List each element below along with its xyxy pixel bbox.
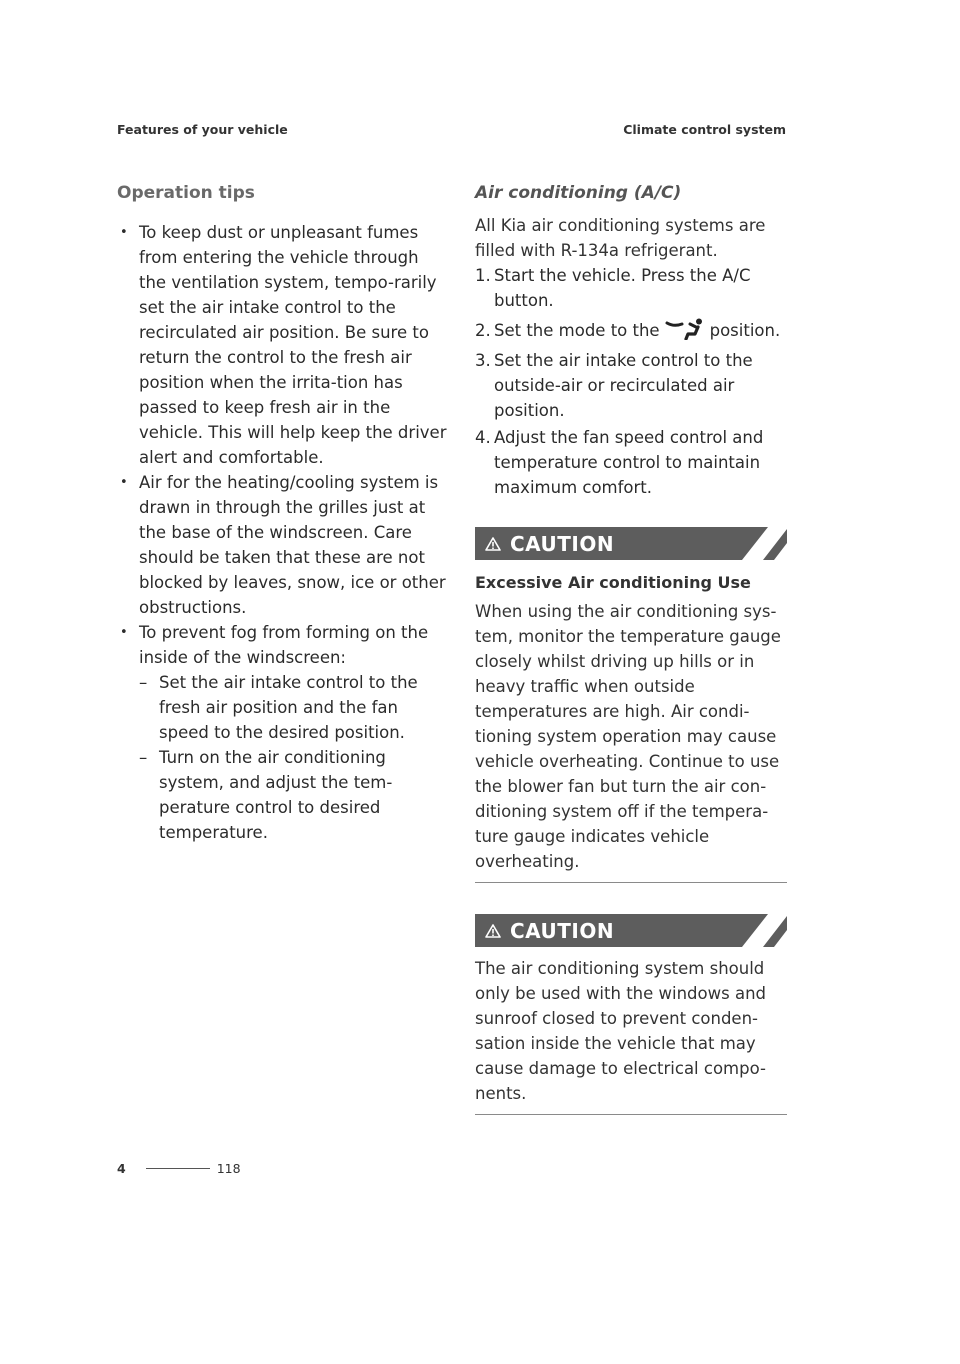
operation-tips-heading: Operation tips [117,183,255,203]
air-conditioning-heading: Air conditioning (A/C) [475,183,682,203]
floor-mode-icon [664,318,706,340]
bullet-text: Air for the heating/cooling system is drawn in through the grilles just at the base of the windscreen. Care should be taken that these are not blocked by leaves, snow, ice or other obstructions. [139,473,446,617]
caution-divider [475,1114,787,1115]
list-item [139,745,447,845]
bullet-text: To keep dust or unpleasant fumes from entering the vehicle through the ventilation system, tempo-rarily set the air intake control to the recirculated air position. Be sure to return the control to the fresh air position when the irrita-tion has passed to keep fresh air in the vehicle. This will help keep the driver alert and comfortable. [139,223,447,467]
caution-divider [475,882,787,883]
caution-text: When using the air conditioning sys-tem, monitor the temperature gauge closely whilst driving up hills or in heavy traffic when outside temperatures are high. Air condi-tioning system operation may cause vehicle overheating. Continue to use the blower fan but turn the air con-ditioning system off if the tempera-ture gauge indicates vehicle overheating. [475,602,781,871]
banner-slash-decoration [742,914,787,947]
operation-tips-list [117,220,447,845]
caution-text: The air conditioning system should only be used with the windows and sunroof closed to prevent conden-sation inside the vehicle that may cause damage to electrical compo-nents. [475,959,766,1103]
caution-subheading: Excessive Air conditioning Use [475,573,751,592]
caution-box-2 [475,914,787,1115]
left-column [117,180,447,845]
list-item [475,348,787,423]
step-number: 1. [475,266,491,285]
footer-divider [146,1168,210,1169]
step-number: 3. [475,351,491,370]
caution-box-1 [475,527,787,883]
page-footer [117,1161,241,1176]
right-column [475,180,787,1115]
page-number: 118 [216,1161,241,1176]
banner-slash-decoration [742,527,787,560]
step-text-after: position. [709,321,781,340]
list-item [139,670,447,745]
sub-bullet-text: Turn on the air conditioning system, and adjust the tem-perature control to desired temperature. [159,748,393,842]
step-number: 4. [475,428,491,447]
caution-banner [475,527,787,560]
list-item [475,425,787,500]
caution-banner [475,914,787,947]
running-header-topic: Climate control system [623,122,786,137]
list-item [117,220,447,470]
caution-label: CAUTION [510,918,615,943]
warning-triangle-icon [485,537,501,551]
list-item [475,263,787,313]
step-text: Adjust the fan speed control and temperature control to maintain maximum comfort. [494,428,764,497]
list-item [475,318,787,343]
step-text-before: Set the mode to the [494,321,660,340]
list-item [117,620,447,845]
step-number: 2. [475,321,491,340]
sub-bullet-text: Set the air intake control to the fresh air position and the fan speed to the desired position. [159,673,418,742]
step-text: Start the vehicle. Press the A/C button. [494,266,751,310]
chapter-number: 4 [117,1161,126,1176]
step-text: Set the air intake control to the outside-air or recirculated air position. [494,351,753,420]
air-conditioning-intro: All Kia air conditioning systems are filled with R-134a refrigerant. [475,216,766,260]
air-conditioning-steps [475,263,787,500]
bullet-text: To prevent fog from forming on the inside of the windscreen: [139,623,429,667]
running-header-section: Features of your vehicle [117,122,288,137]
list-item [117,470,447,620]
caution-label: CAUTION [510,531,615,556]
warning-triangle-icon [485,924,501,938]
fog-prevention-sublist [139,670,447,845]
